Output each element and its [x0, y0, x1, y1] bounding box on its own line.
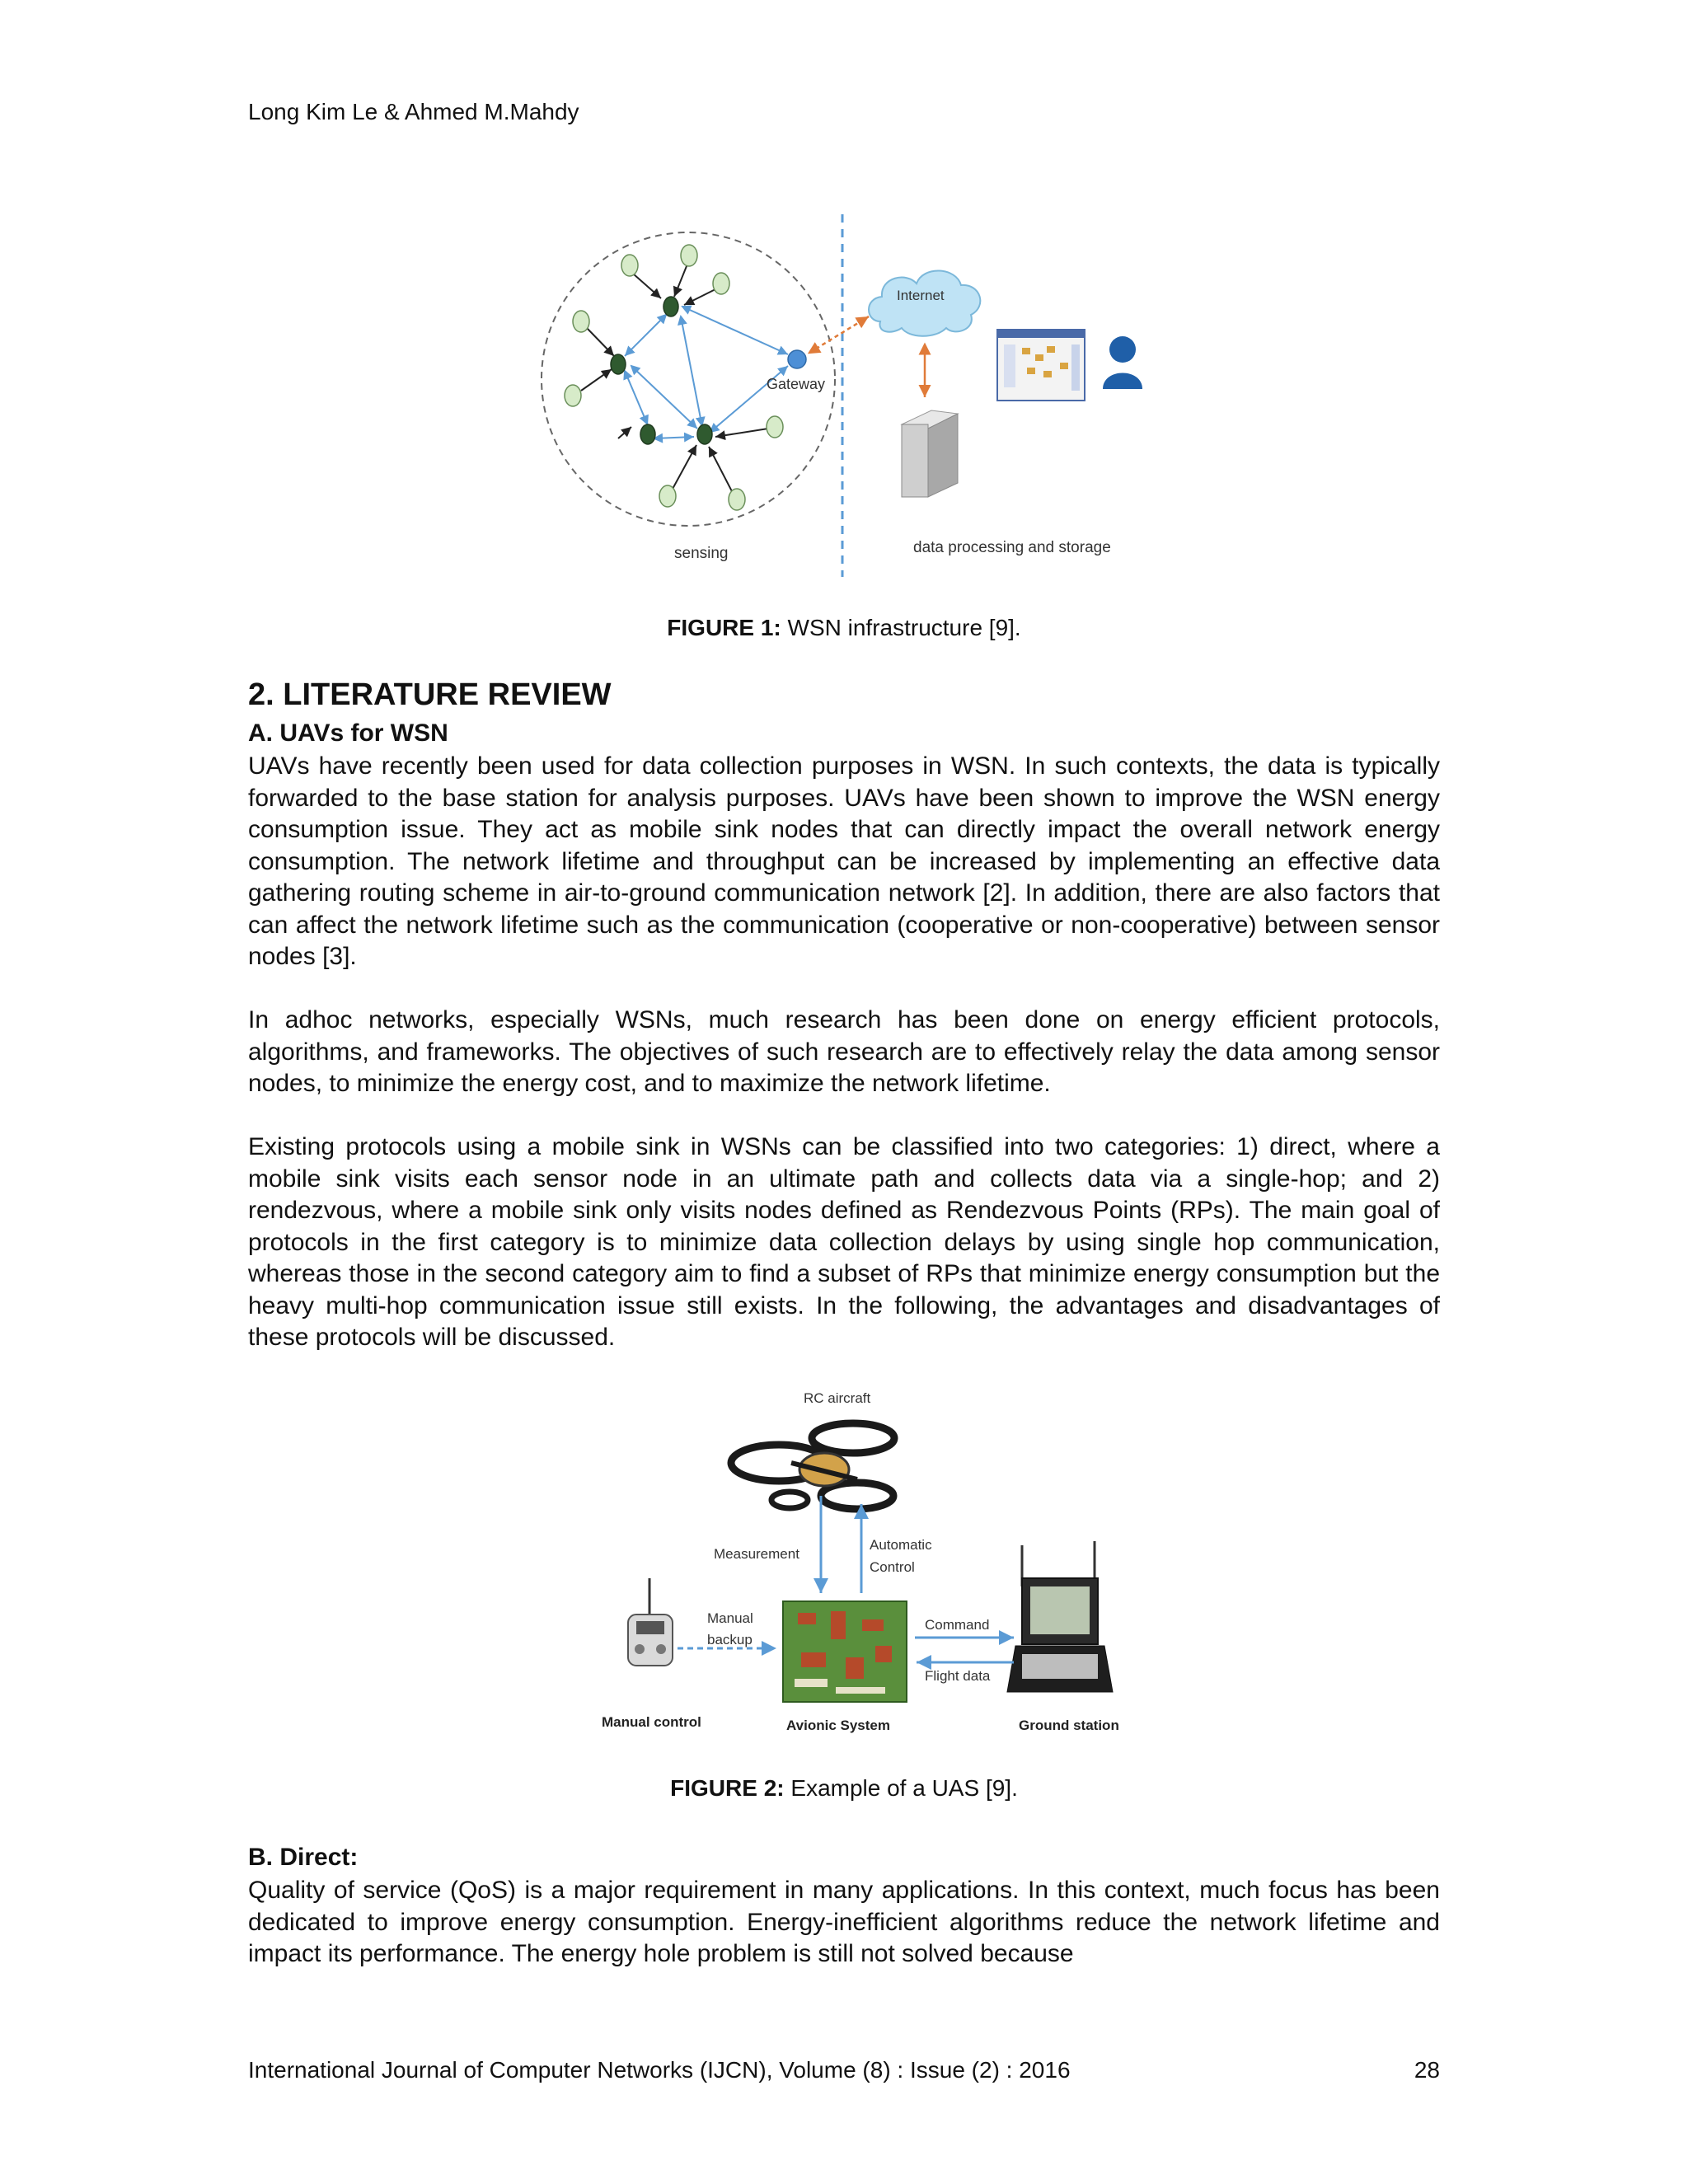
paragraph-1: UAVs have recently been used for data collection purposes in WSN. In such contexts, the data is typically forwarded to the base station for analysis purposes. UAVs have been shown to improve the WSN energy consumption issue. They act as mobile sink nodes that can directly impact the overall network energy consumption. The network lifetime and throughput can be increased by implementing an effective data gathering routing scheme in air-to-ground communication network [2]. In addition, there are also factors that can affect the network lifetime such as the communication (cooperative or non-cooperative) between sensor nodes [3].	[248, 752, 1440, 970]
figure-2-caption-text: Example of a UAS [9].	[784, 1775, 1018, 1801]
paragraph-3: Existing protocols using a mobile sink in WSNs can be classified into two categories: 1) direct, where a mobile sink visits each sensor node in an ultimate path and collects data via a single-hop; and 2) rendezvous, where a mobile sink only visits nodes defined as Rendezvous Points (RPs). The main goal of protocols in the first category is to minimize data collection delays by using single hop communication, whereas those in the second category aim to find a subset of RPs that minimize energy consumption but the heavy multi-hop communication issue still exists. In the following, the advantages and disadvantages of these protocols will be discussed.	[248, 1133, 1440, 1351]
footer-journal: International Journal of Computer Networks (IJCN), Volume (8) : Issue (2) : 2016	[248, 2057, 1071, 2083]
subheading-b: B. Direct:	[248, 1844, 359, 1871]
ground-station-label: Ground station	[1019, 1718, 1119, 1733]
manual-label: Manual	[707, 1610, 753, 1626]
ground-station-icon	[1007, 1541, 1113, 1692]
figure-1-caption-label: FIGURE 1:	[667, 615, 781, 640]
light-sensor-nodes	[565, 245, 783, 510]
avionic-system-label: Avionic System	[786, 1718, 890, 1733]
manual-controller-icon	[628, 1578, 673, 1666]
figure-1-caption	[0, 615, 1688, 641]
drone-icon	[731, 1423, 894, 1509]
automatic-label: Automatic	[870, 1537, 932, 1553]
section-heading: 2. LITERATURE REVIEW	[248, 677, 612, 712]
paragraph-4: Quality of service (QoS) is a major requirement in many applications. In this context, much focus has been dedicated to improve energy consumption. Energy-inefficient algorithms reduce the network lifetime and impact its performance. The energy hole problem is still not solved because	[248, 1877, 1440, 1967]
gateway-node	[788, 350, 806, 368]
processing-label: data processing and storage	[913, 539, 1111, 556]
server-icon	[902, 410, 958, 497]
figure-2-caption	[0, 1775, 1688, 1802]
figure-1-caption-text: WSN infrastructure [9].	[781, 615, 1021, 640]
manual-control-label: Manual control	[602, 1714, 701, 1730]
measurement-label: Measurement	[714, 1546, 799, 1562]
figure-2-caption-label: FIGURE 2:	[670, 1775, 785, 1801]
subheading-a: A. UAVs for WSN	[248, 719, 448, 747]
running-header-author: Long Kim Le & Ahmed M.Mahdy	[248, 99, 579, 124]
avionic-board-icon	[783, 1601, 907, 1702]
paragraph-2: In adhoc networks, especially WSNs, much research has been done on energy efficient protocols, algorithms, and frameworks. The objectives of such research are to effectively relay the data among sensor nodes, to minimize the energy cost, and to maximize the network lifetime.	[248, 1006, 1440, 1097]
figure-1-wsn-diagram	[536, 206, 1146, 585]
backup-label: backup	[707, 1632, 753, 1647]
control-label: Control	[870, 1559, 915, 1575]
gateway-label: Gateway	[767, 376, 826, 392]
user-icon	[1103, 336, 1142, 389]
sensing-label: sensing	[674, 545, 729, 562]
monitor-screenshot-icon	[997, 330, 1085, 401]
page-number: 28	[1414, 2057, 1440, 2083]
figure-2-uas-diagram	[585, 1380, 1146, 1743]
internet-label: Internet	[897, 288, 945, 303]
command-label: Command	[925, 1617, 990, 1633]
rc-aircraft-label: RC aircraft	[804, 1390, 871, 1406]
internet-cloud-icon	[869, 270, 980, 335]
flight-data-label: Flight data	[925, 1668, 991, 1684]
